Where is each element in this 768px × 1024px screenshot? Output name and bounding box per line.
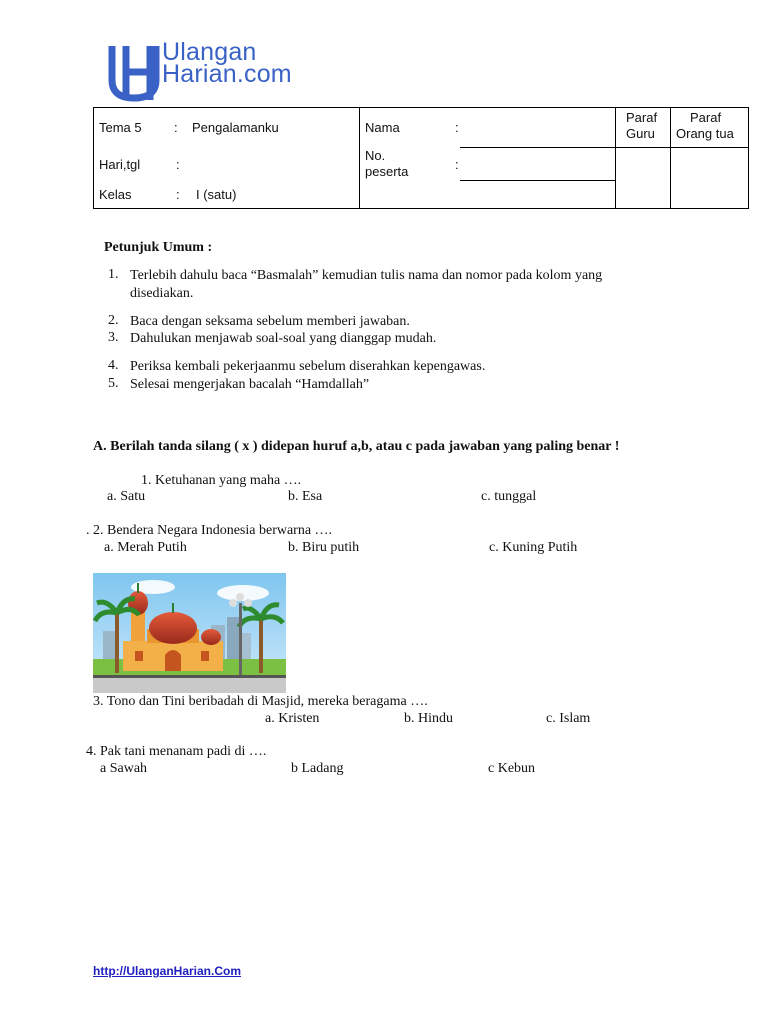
paraf-ortu-1: Paraf (690, 110, 722, 125)
question-1: 1. Ketuhanan yang maha …. (141, 473, 302, 488)
section-a-title: A. Berilah tanda silang ( x ) didepan huruf a,b, atau c pada jawaban yang paling benar ! (93, 439, 620, 454)
question-3: 3. Tono dan Tini beribadah di Masjid, mereka beragama …. (93, 694, 428, 709)
option-c: c Kebun (488, 761, 536, 776)
list-item-text: Dahulukan menjawab soal-soal yang dianggap mudah. (130, 331, 437, 346)
peserta-underline (460, 180, 615, 181)
uh-monogram-icon (112, 46, 156, 100)
question-4: 4. Pak tani menanam padi di …. (86, 744, 267, 759)
question-2: . 2. Bendera Negara Indonesia berwarna …. (86, 523, 333, 538)
peserta-label-2: peserta (365, 164, 409, 179)
hari-colon: : (176, 157, 180, 172)
peserta-colon: : (455, 157, 459, 172)
tema-label: Tema 5 (99, 120, 142, 135)
footer-link[interactable]: http://UlanganHarian.Com (93, 964, 242, 978)
logo-line-2: Harian.com (162, 60, 292, 88)
list-item-text: Selesai mengerjakan bacalah “Hamdallah” (130, 377, 370, 392)
list-item-number: 3. (108, 330, 119, 345)
kelas-colon: : (176, 187, 180, 202)
tema-colon: : (174, 120, 178, 135)
nama-colon: : (455, 120, 459, 135)
option-c: c. Kuning Putih (489, 540, 578, 555)
option-a: a. Merah Putih (104, 540, 187, 555)
table-divider (615, 147, 749, 148)
option-b: b. Biru putih (288, 540, 360, 555)
nama-underline (460, 147, 615, 148)
list-item-number: 2. (108, 313, 119, 328)
kelas-value: I (satu) (196, 187, 237, 202)
kelas-label: Kelas (99, 187, 132, 202)
option-b: b Ladang (291, 761, 344, 776)
table-divider (359, 107, 360, 209)
table-divider (670, 107, 671, 209)
list-item-number: 5. (108, 376, 119, 391)
option-c: c. Islam (546, 711, 591, 726)
paraf-guru-2: Guru (626, 126, 655, 141)
logo-line-1: Ulangan (162, 38, 257, 66)
option-a: a. Satu (107, 489, 146, 504)
list-item-text: Periksa kembali pekerjaanmu sebelum diserahkan kepengawas. (130, 359, 486, 374)
logo-wordmark (162, 38, 292, 88)
mosque-illustration (93, 573, 286, 693)
paraf-guru-1: Paraf (626, 110, 658, 125)
list-item-number: 4. (108, 358, 119, 373)
option-a: a. Kristen (265, 711, 320, 726)
list-item-text: Terlebih dahulu baca “Basmalah” kemudian tulis nama dan nomor pada kolom yang disediakan. (130, 268, 603, 301)
table-divider (615, 107, 616, 209)
hari-label: Hari,tgl (99, 157, 141, 172)
petunjuk-title: Petunjuk Umum : (104, 240, 213, 255)
option-b: b. Esa (288, 489, 323, 504)
option-c: c. tunggal (481, 489, 537, 504)
list-item-text: Baca dengan seksama sebelum memberi jawaban. (130, 314, 410, 329)
option-a: a Sawah (100, 761, 148, 776)
tema-value: Pengalamanku (192, 120, 279, 135)
list-item-number: 1. (108, 267, 119, 282)
option-b: b. Hindu (404, 711, 453, 726)
nama-label: Nama (365, 120, 400, 135)
paraf-ortu-2: Orang tua (676, 126, 734, 141)
peserta-label-1: No. (365, 148, 386, 163)
